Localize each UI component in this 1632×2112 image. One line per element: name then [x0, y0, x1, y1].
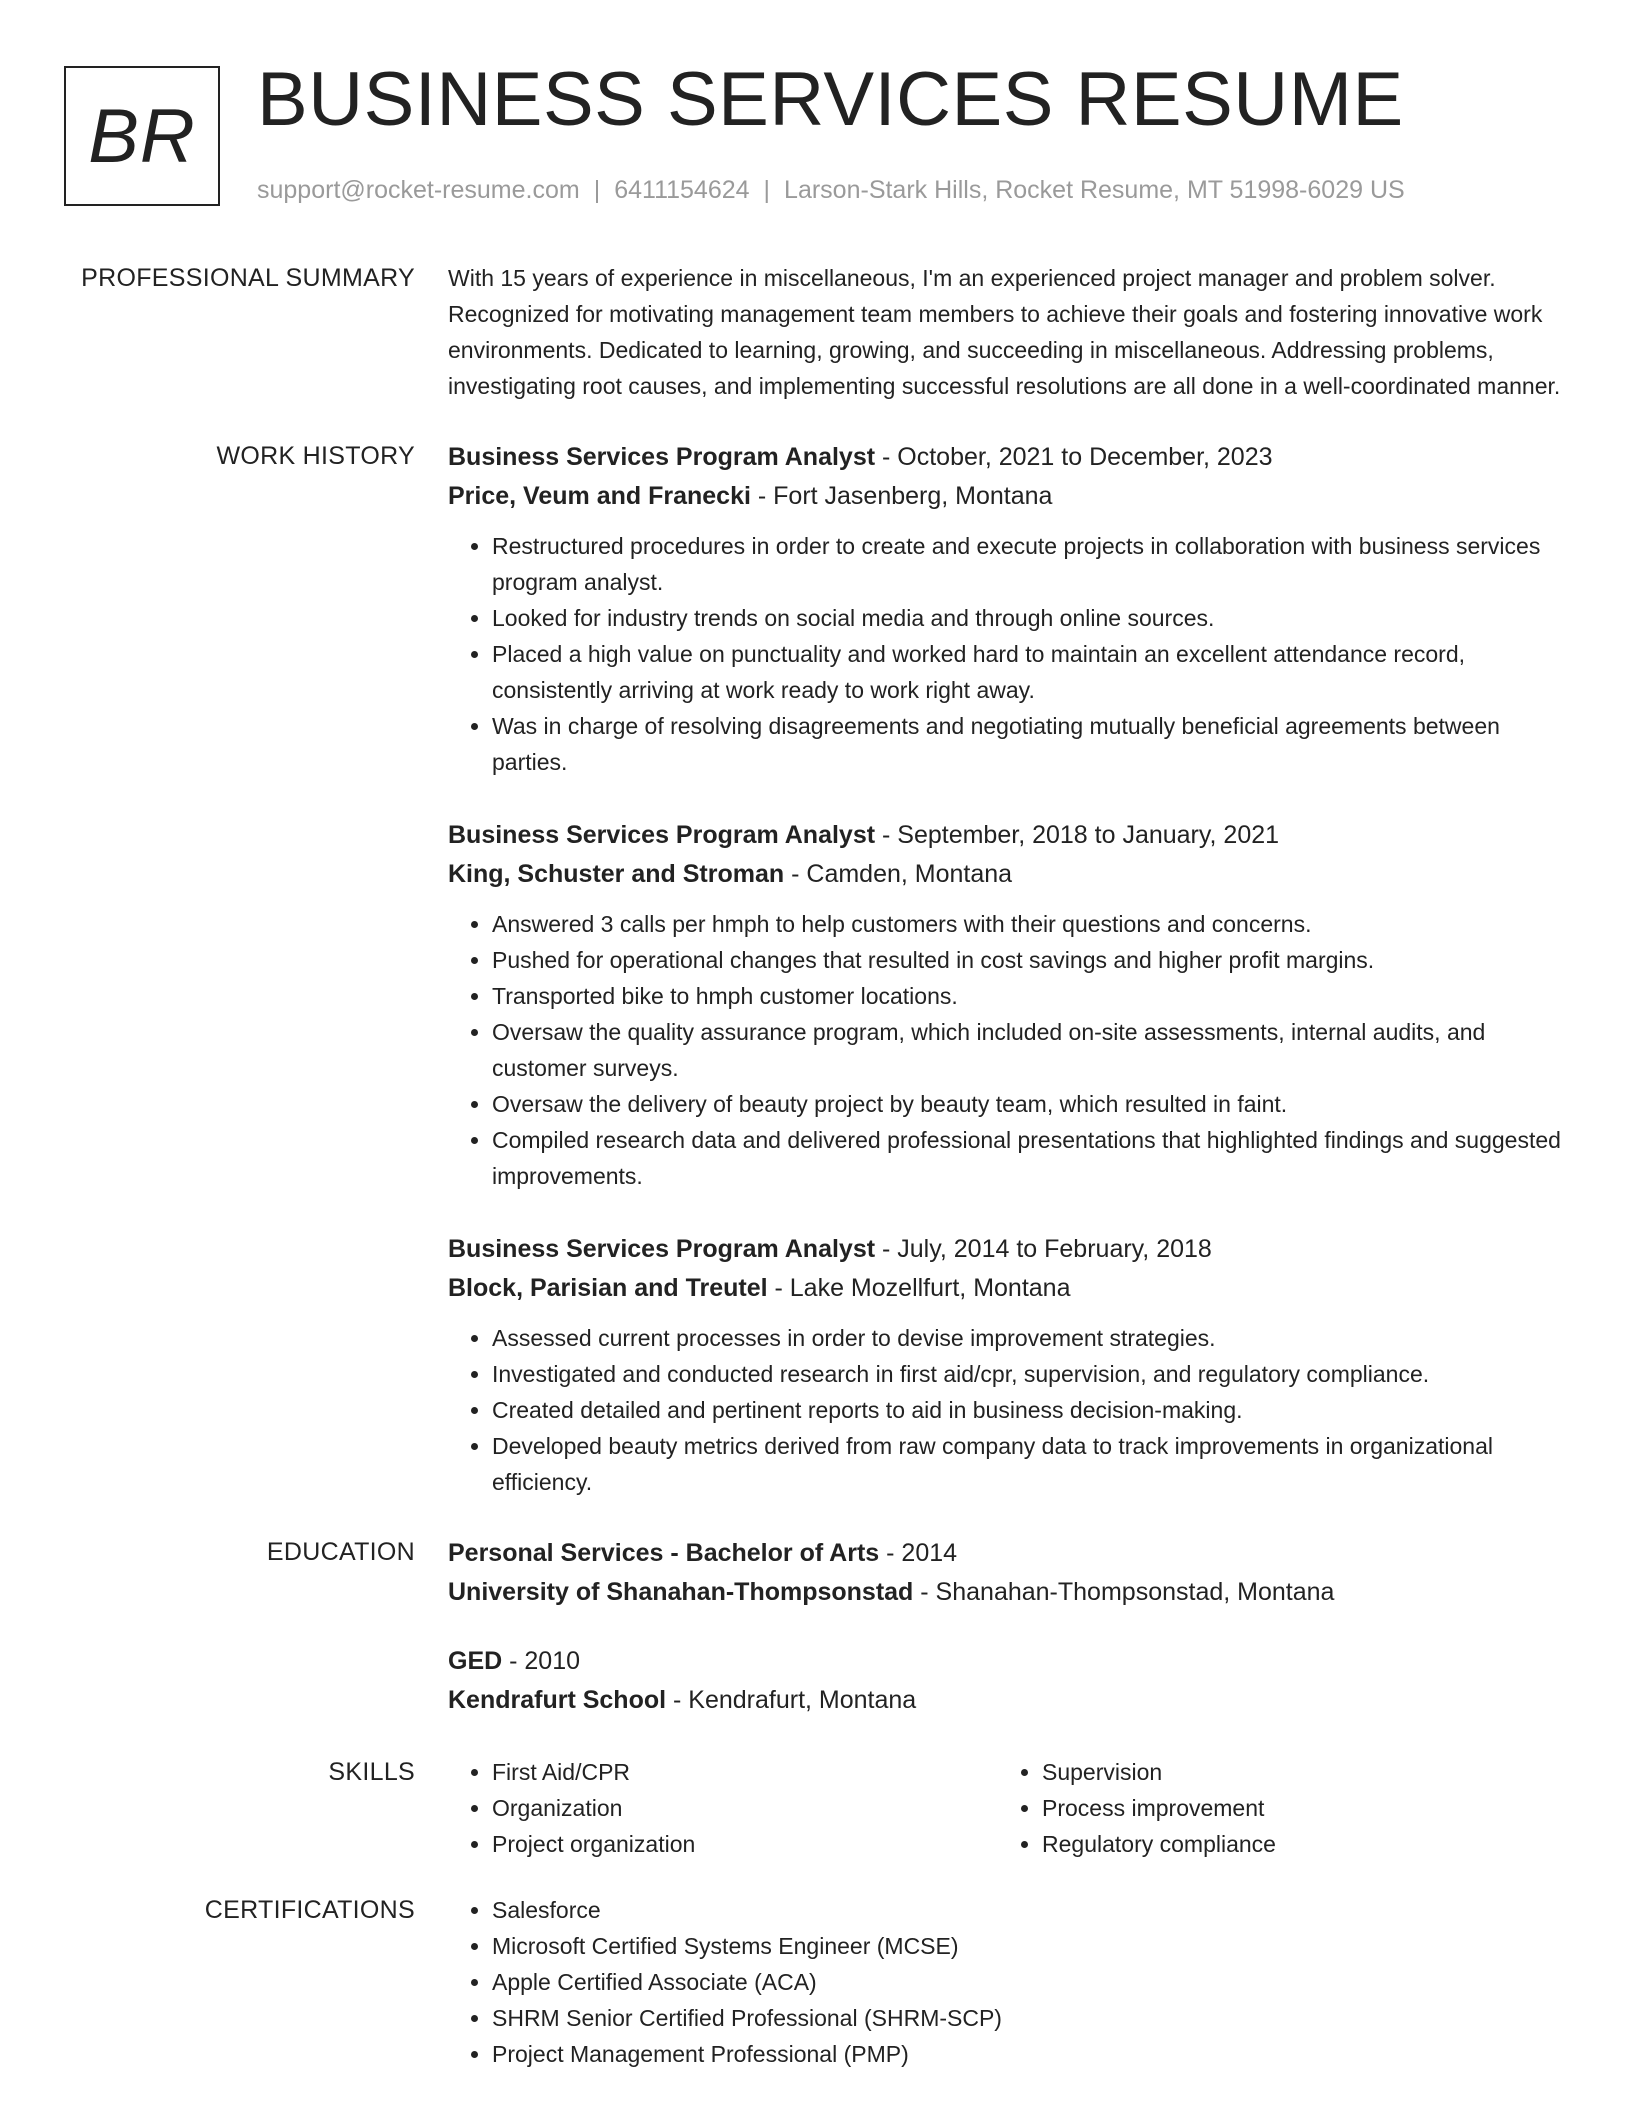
contact-separator: | [593, 176, 601, 204]
skill-item: • Project organization [492, 1826, 998, 1862]
skill-item: • First Aid/CPR [492, 1754, 998, 1790]
job-bullet: • Answered 3 calls per hmph to help customers with their questions and concerns. [492, 906, 1568, 942]
job-entry [448, 438, 1568, 780]
job-dates: - September, 2018 to January, 2021 [875, 821, 1280, 849]
section-body-work [448, 438, 1568, 1500]
section-label-education: EDUCATION [266, 1538, 415, 1566]
job-location: - Lake Mozellfurt, Montana [767, 1274, 1071, 1302]
job-company: Price, Veum and Franecki [448, 482, 751, 510]
job-company-line [448, 1269, 1568, 1308]
section-certifications [0, 1892, 1632, 2072]
summary-text: With 15 years of experience in miscellaneous, I'm an experienced project manager and problem solver. Recognized for motivating management team members to achieve their goals and fostering innovative work environments. Dedicated to learning, growing, and succeeding in miscellaneous. Addressing problems, investigating root causes, and implementing successful resolutions are all done in a well-coordinated manner. [448, 265, 1561, 399]
skill-item: • Organization [492, 1790, 998, 1826]
contact-separator: | [763, 176, 771, 204]
job-entry [448, 1230, 1568, 1500]
job-bullet: • Investigated and conducted research in first aid/cpr, supervision, and regulatory compliance. [492, 1356, 1568, 1392]
skill-item: • Regulatory compliance [1042, 1826, 1548, 1862]
job-bullet: • Compiled research data and delivered professional presentations that highlighted findings and suggested improvements. [492, 1122, 1568, 1194]
skills-column-right [998, 1754, 1548, 1862]
resume-content [0, 260, 1632, 2072]
job-title: Business Services Program Analyst [448, 1235, 876, 1263]
section-education [0, 1534, 1632, 1720]
monogram-logo [64, 66, 220, 206]
education-school-line [448, 1681, 1568, 1720]
section-label-certifications: CERTIFICATIONS [204, 1896, 415, 1924]
job-entry [448, 816, 1568, 1194]
job-location: - Fort Jasenberg, Montana [750, 482, 1053, 510]
resume-title: BUSINESS SERVICES RESUME [257, 57, 1404, 142]
certification-item: • SHRM Senior Certified Professional (SHRM-SCP) [492, 2000, 1568, 2036]
section-body-education [448, 1534, 1568, 1720]
job-bullet: • Oversaw the delivery of beauty project by beauty team, which resulted in faint. [492, 1086, 1568, 1122]
certification-item: • Apple Certified Associate (ACA) [492, 1964, 1568, 2000]
job-bullet: • Looked for industry trends on social media and through online sources. [492, 600, 1568, 636]
education-school: University of Shanahan-Thompsonstad [448, 1578, 914, 1606]
skill-item: • Process improvement [1042, 1790, 1548, 1826]
education-year: - 2014 [879, 1539, 958, 1567]
job-title-line [448, 438, 1568, 477]
job-company-line [448, 477, 1568, 516]
job-dates: - July, 2014 to February, 2018 [875, 1235, 1212, 1263]
job-bullet: • Placed a high value on punctuality and worked hard to maintain an excellent attendance record, consistently arriving at work ready to work right away. [492, 636, 1568, 708]
job-title-line [448, 816, 1568, 855]
job-bullet: • Was in charge of resolving disagreements and negotiating mutually beneficial agreements between parties. [492, 708, 1568, 780]
skill-item: • Supervision [1042, 1754, 1548, 1790]
education-degree-line [448, 1534, 1568, 1573]
education-school: Kendrafurt School [448, 1686, 667, 1714]
job-location: - Camden, Montana [784, 860, 1013, 888]
section-label-work: WORK HISTORY [216, 442, 415, 470]
job-bullets [448, 906, 1568, 1194]
job-bullet: • Oversaw the quality assurance program, which included on-site assessments, internal audits, and customer surveys. [492, 1014, 1568, 1086]
contact-line [257, 176, 1405, 205]
job-bullet: • Created detailed and pertinent reports to aid in business decision-making. [492, 1392, 1568, 1428]
job-dates: - October, 2021 to December, 2023 [875, 443, 1273, 471]
education-degree: Personal Services - Bachelor of Arts [448, 1539, 880, 1567]
education-degree-line [448, 1642, 1568, 1681]
certification-item: • Salesforce [492, 1892, 1568, 1928]
education-year: - 2010 [502, 1647, 581, 1675]
section-summary [0, 260, 1632, 404]
education-entry [448, 1642, 1568, 1720]
job-company: Block, Parisian and Treutel [448, 1274, 768, 1302]
section-skills [0, 1754, 1632, 1862]
education-degree: GED [448, 1647, 503, 1675]
job-title: Business Services Program Analyst [448, 821, 876, 849]
skills-grid [448, 1754, 1568, 1862]
job-bullets [448, 528, 1568, 780]
education-location: - Shanahan-Thompsonstad, Montana [913, 1578, 1335, 1606]
certification-item: • Project Management Professional (PMP) [492, 2036, 1568, 2072]
job-bullet: • Developed beauty metrics derived from raw company data to track improvements in organizational efficiency. [492, 1428, 1568, 1500]
skills-column-left [448, 1754, 998, 1862]
section-body-certifications [448, 1892, 1568, 2072]
contact-phone: 6411154624 [614, 176, 750, 204]
education-location: - Kendrafurt, Montana [666, 1686, 917, 1714]
job-bullet: • Pushed for operational changes that resulted in cost savings and higher profit margins. [492, 942, 1568, 978]
job-title: Business Services Program Analyst [448, 443, 876, 471]
contact-email: support@rocket-resume.com [257, 176, 580, 204]
section-body-skills [448, 1754, 1568, 1862]
education-entry [448, 1534, 1568, 1612]
contact-address: Larson-Stark Hills, Rocket Resume, MT 51998-6029 US [784, 176, 1405, 204]
job-bullet: • Restructured procedures in order to create and execute projects in collaboration with business services program analyst. [492, 528, 1568, 600]
job-company: King, Schuster and Stroman [448, 860, 785, 888]
section-body-summary [448, 260, 1568, 404]
certification-item: • Microsoft Certified Systems Engineer (MCSE) [492, 1928, 1568, 1964]
section-label-skills: SKILLS [328, 1758, 415, 1786]
job-bullet: • Assessed current processes in order to devise improvement strategies. [492, 1320, 1568, 1356]
certifications-list [448, 1892, 1568, 2072]
section-label-summary: PROFESSIONAL SUMMARY [81, 264, 415, 292]
job-title-line [448, 1230, 1568, 1269]
monogram-text: BR [88, 93, 196, 179]
job-bullet: • Transported bike to hmph customer locations. [492, 978, 1568, 1014]
education-school-line [448, 1573, 1568, 1612]
section-work-history [0, 438, 1632, 1500]
job-bullets [448, 1320, 1568, 1500]
job-company-line [448, 855, 1568, 894]
